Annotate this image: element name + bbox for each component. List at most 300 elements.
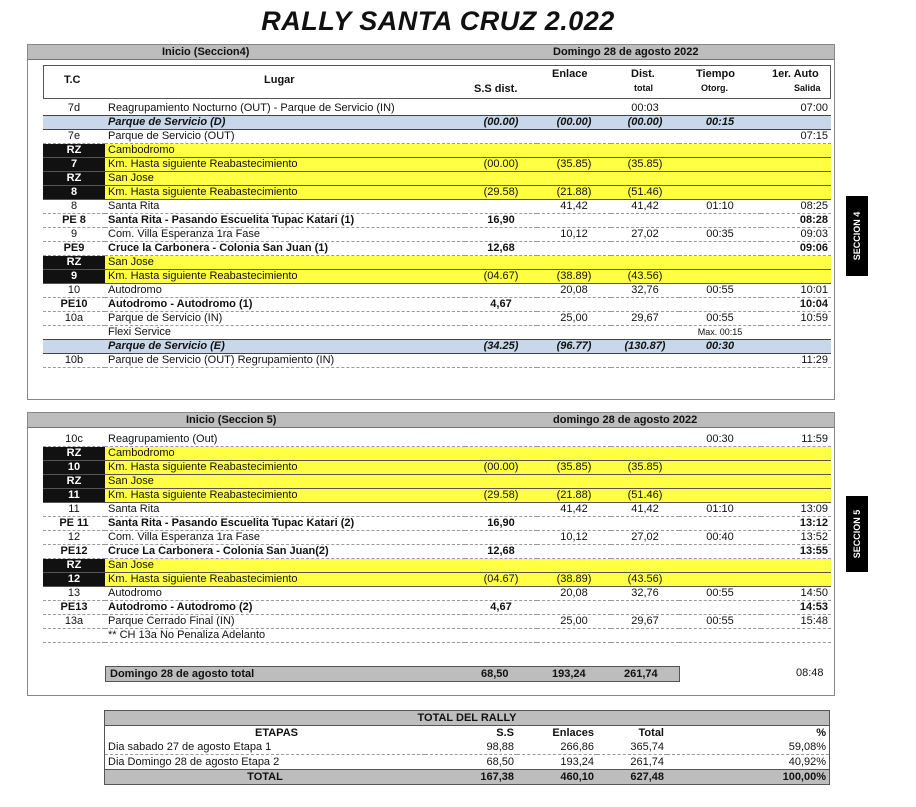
row-ss: 12,68 [465, 545, 537, 559]
row-tc: PE12 [43, 545, 105, 559]
row-auto: 15:48 [761, 615, 831, 629]
row-ss [465, 447, 537, 461]
total-ss: 167,38 [480, 771, 514, 783]
row-tiempo [679, 214, 761, 228]
row-ss [465, 284, 537, 298]
row-tc [43, 116, 105, 130]
row-lugar: Parque Cerrado Final (IN) [105, 615, 465, 629]
row-tiempo: 01:10 [679, 200, 761, 214]
section-4-tab: SECCION 4 [846, 196, 868, 276]
total-total: 627,48 [630, 771, 664, 783]
row-lugar: Parque de Servicio (OUT) [105, 130, 465, 144]
row-auto: 10:59 [761, 312, 831, 326]
row-ss: (00.00) [465, 116, 537, 130]
row-tiempo: 00:55 [679, 615, 761, 629]
table-row [43, 172, 831, 186]
row-enlace [537, 601, 611, 615]
table-row [43, 489, 831, 503]
row-tiempo: 00:40 [679, 531, 761, 545]
table-row [43, 200, 831, 214]
row-dist: (43.56) [611, 573, 679, 587]
total-enlaces: 460,10 [560, 771, 594, 783]
total-rally-table [104, 710, 830, 785]
row-tiempo [679, 489, 761, 503]
row-ss: 4,67 [465, 601, 537, 615]
row-tiempo [679, 102, 761, 116]
row-lugar: Parque de Servicio (OUT) Regrupamiento (IN) [105, 354, 465, 368]
row-tiempo [679, 130, 761, 144]
row-ss [465, 433, 537, 447]
row-ss [465, 256, 537, 270]
section-5-total-row [105, 666, 680, 682]
row-dist: (51.46) [611, 186, 679, 200]
row-ss: (00.00) [465, 461, 537, 475]
row-tc [43, 629, 105, 643]
row-lugar: Km. Hasta siguiente Reabastecimiento [105, 158, 465, 172]
row-tiempo [679, 242, 761, 256]
row-enlace: (21.88) [537, 489, 611, 503]
row-tc: 10c [43, 433, 105, 447]
row-lugar: San Jose [105, 559, 465, 573]
row-lugar: Santa Rita [105, 503, 465, 517]
row-lugar: Reagrupamiento (Out) [105, 433, 465, 447]
table-row [43, 242, 831, 256]
row-enlace: 20,08 [537, 284, 611, 298]
row-auto: 14:53 [761, 601, 831, 615]
ss-cell: 98,88 [425, 740, 517, 755]
table-row [43, 228, 831, 242]
row-auto [761, 559, 831, 573]
row-auto: 11:29 [761, 354, 831, 368]
row-enlace: (35.85) [537, 461, 611, 475]
row-dist: (00.00) [611, 116, 679, 130]
total-cell: 261,74 [597, 755, 667, 770]
row-tiempo: 00:55 [679, 312, 761, 326]
row-ss [465, 172, 537, 186]
row-tiempo [679, 559, 761, 573]
row-tc: 10 [43, 461, 105, 475]
row-ss [465, 200, 537, 214]
row-tc: RZ [43, 559, 105, 573]
row-tiempo [679, 573, 761, 587]
etapa-cell: Dia sabado 27 de agosto Etapa 1 [105, 740, 425, 755]
row-auto [761, 158, 831, 172]
row-auto: 08:25 [761, 200, 831, 214]
row-tiempo: 01:10 [679, 503, 761, 517]
row-tiempo [679, 601, 761, 615]
column-header [43, 65, 831, 99]
row-tc: 9 [43, 270, 105, 284]
row-ss [465, 629, 537, 643]
row-tiempo [679, 354, 761, 368]
row-tc: RZ [43, 144, 105, 158]
row-dist [611, 354, 679, 368]
section-5-table [43, 433, 831, 643]
table-row [43, 503, 831, 517]
row-tc: 7d [43, 102, 105, 116]
row-dist [611, 517, 679, 531]
col-auto: 1er. Auto [772, 68, 819, 80]
enlaces-header: Enlaces [552, 727, 594, 739]
row-lugar: Parque de Servicio (D) [105, 116, 465, 130]
table-row [43, 615, 831, 629]
col-dist-sub: total [634, 83, 653, 93]
table-row [43, 475, 831, 489]
row-lugar: Cruce La Carbonera - Colonia San Juan(2) [105, 545, 465, 559]
row-tiempo: Max. 00:15 [679, 326, 761, 340]
row-lugar: San Jose [105, 475, 465, 489]
row-tiempo [679, 545, 761, 559]
total-rally-title: TOTAL DEL RALLY [105, 711, 829, 726]
col-tc: T.C [64, 74, 81, 86]
table-row [43, 326, 831, 340]
row-lugar: Cambodromo [105, 447, 465, 461]
row-ss [465, 130, 537, 144]
row-lugar: Km. Hasta siguiente Reabastecimiento [105, 489, 465, 503]
row-tiempo: 00:55 [679, 587, 761, 601]
table-row [43, 340, 831, 354]
row-ss: 16,90 [465, 214, 537, 228]
row-enlace [537, 517, 611, 531]
row-auto [761, 270, 831, 284]
row-tc: 7e [43, 130, 105, 144]
col-auto-sub: Salida [794, 83, 821, 93]
total-row-label: Domingo 28 de agosto total [110, 668, 255, 680]
row-ss [465, 503, 537, 517]
row-dist [611, 144, 679, 158]
row-ss: 4,67 [465, 298, 537, 312]
row-tc: PE 11 [43, 517, 105, 531]
row-auto [761, 172, 831, 186]
row-enlace [537, 102, 611, 116]
table-row [43, 587, 831, 601]
row-dist: 27,02 [611, 531, 679, 545]
row-auto [761, 326, 831, 340]
row-ss: 12,68 [465, 242, 537, 256]
row-auto [761, 340, 831, 354]
table-row [43, 545, 831, 559]
row-dist: (130.87) [611, 340, 679, 354]
row-tc: 13 [43, 587, 105, 601]
row-lugar: Santa Rita [105, 200, 465, 214]
col-tiempo: Tiempo [696, 68, 735, 80]
row-enlace [537, 214, 611, 228]
row-tc: 7 [43, 158, 105, 172]
row-tc: 13a [43, 615, 105, 629]
row-lugar: Autodromo [105, 587, 465, 601]
row-enlace [537, 298, 611, 312]
col-dist: Dist. [631, 68, 655, 80]
row-dist [611, 447, 679, 461]
pct-header: % [816, 727, 827, 739]
row-auto: 11:59 [761, 433, 831, 447]
ss-cell: 68,50 [425, 755, 517, 770]
table-row [43, 298, 831, 312]
section-5-start-label: Inicio (Seccion 5) [186, 414, 277, 426]
col-enlace: Enlace [552, 68, 588, 80]
row-enlace [537, 447, 611, 461]
table-row [43, 601, 831, 615]
row-auto [761, 461, 831, 475]
table-row [43, 186, 831, 200]
row-ss: (29.58) [465, 489, 537, 503]
row-enlace: (96.77) [537, 340, 611, 354]
row-tiempo [679, 517, 761, 531]
total-row-ss: 68,50 [481, 668, 509, 680]
enlaces-cell: 193,24 [517, 755, 597, 770]
row-dist [611, 475, 679, 489]
row-ss [465, 144, 537, 158]
row-ss [465, 312, 537, 326]
row-lugar: ** CH 13a No Penaliza Adelanto [105, 629, 465, 643]
row-ss: (04.67) [465, 573, 537, 587]
row-tiempo [679, 447, 761, 461]
ss-header: S.S [496, 727, 514, 739]
row-lugar: Flexi Service [105, 326, 465, 340]
row-enlace: 25,00 [537, 312, 611, 326]
row-auto [761, 447, 831, 461]
total-header: Total [638, 727, 664, 739]
total-pct: 100,00% [782, 771, 827, 783]
row-enlace [537, 242, 611, 256]
row-dist: (43.56) [611, 270, 679, 284]
table-row [105, 740, 829, 755]
row-enlace: 10,12 [537, 228, 611, 242]
section-5-date-label: domingo 28 de agosto 2022 [553, 414, 698, 426]
row-enlace: (35.85) [537, 158, 611, 172]
row-tiempo [679, 144, 761, 158]
row-tc: 12 [43, 531, 105, 545]
row-tiempo [679, 270, 761, 284]
pct-cell: 59,08% [667, 740, 829, 755]
row-enlace [537, 256, 611, 270]
section-4 [27, 44, 835, 400]
row-dist: 41,42 [611, 503, 679, 517]
row-dist: 27,02 [611, 228, 679, 242]
row-auto: 09:06 [761, 242, 831, 256]
row-tc: RZ [43, 475, 105, 489]
row-dist [611, 256, 679, 270]
row-dist: 29,67 [611, 312, 679, 326]
table-row [43, 629, 831, 643]
total-row-enlace: 193,24 [552, 668, 586, 680]
row-dist [611, 545, 679, 559]
table-row [43, 102, 831, 116]
row-lugar: Km. Hasta siguiente Reabastecimiento [105, 270, 465, 284]
row-ss: (00.00) [465, 158, 537, 172]
row-enlace: (38.89) [537, 270, 611, 284]
row-tc: RZ [43, 256, 105, 270]
row-tiempo: 00:35 [679, 228, 761, 242]
pct-cell: 40,92% [667, 755, 829, 770]
row-dist: (35.85) [611, 158, 679, 172]
table-row [105, 755, 829, 770]
section-5-header [28, 413, 834, 428]
row-enlace [537, 433, 611, 447]
table-row [43, 531, 831, 545]
row-tc: 11 [43, 503, 105, 517]
row-auto: 13:55 [761, 545, 831, 559]
row-lugar: Parque de Servicio (IN) [105, 312, 465, 326]
row-ss [465, 531, 537, 545]
row-enlace [537, 475, 611, 489]
table-row [43, 517, 831, 531]
row-auto: 08:28 [761, 214, 831, 228]
row-lugar: San Jose [105, 256, 465, 270]
row-auto: 14:50 [761, 587, 831, 601]
row-tc: PE 8 [43, 214, 105, 228]
col-tiempo-sub: Otorg. [701, 83, 728, 93]
col-lugar: Lugar [264, 74, 295, 86]
row-tc: 12 [43, 573, 105, 587]
table-row [43, 461, 831, 475]
row-enlace [537, 326, 611, 340]
row-enlace [537, 130, 611, 144]
table-row [43, 559, 831, 573]
total-cell: 365,74 [597, 740, 667, 755]
row-lugar: Com. Villa Esperanza 1ra Fase [105, 531, 465, 545]
row-tiempo [679, 158, 761, 172]
row-ss: (29.58) [465, 186, 537, 200]
row-dist [611, 601, 679, 615]
table-row [43, 284, 831, 298]
row-lugar: Santa Rita - Pasando Escuelita Tupac Katari (2) [105, 517, 465, 531]
row-dist: 29,67 [611, 615, 679, 629]
row-tiempo: 00:55 [679, 284, 761, 298]
row-ss: (34.25) [465, 340, 537, 354]
section-5-tab: SECCION 5 [846, 496, 868, 572]
row-dist [611, 433, 679, 447]
row-dist [611, 298, 679, 312]
row-dist [611, 214, 679, 228]
row-tiempo [679, 298, 761, 312]
row-ss [465, 354, 537, 368]
row-dist: (35.85) [611, 461, 679, 475]
row-dist [611, 130, 679, 144]
row-ss [465, 587, 537, 601]
row-auto: 07:00 [761, 102, 831, 116]
row-lugar: Autodromo - Autodromo (2) [105, 601, 465, 615]
section-4-start-label: Inicio (Seccion4) [162, 46, 250, 58]
row-ss [465, 559, 537, 573]
row-ss [465, 615, 537, 629]
row-auto [761, 629, 831, 643]
row-tc: 10b [43, 354, 105, 368]
table-row [43, 312, 831, 326]
row-dist [611, 559, 679, 573]
table-row [43, 447, 831, 461]
row-dist: 32,76 [611, 284, 679, 298]
row-auto: 07:15 [761, 130, 831, 144]
row-tc: RZ [43, 447, 105, 461]
row-enlace [537, 629, 611, 643]
row-lugar: Km. Hasta siguiente Reabastecimiento [105, 573, 465, 587]
row-auto [761, 144, 831, 158]
row-tc [43, 340, 105, 354]
row-dist: 00:03 [611, 102, 679, 116]
page-title: RALLY SANTA CRUZ 2.022 [261, 6, 615, 36]
row-enlace [537, 545, 611, 559]
row-dist: 41,42 [611, 200, 679, 214]
row-auto: 10:01 [761, 284, 831, 298]
table-row [43, 256, 831, 270]
row-enlace: (21.88) [537, 186, 611, 200]
row-enlace: (00.00) [537, 116, 611, 130]
section-4-header [28, 45, 834, 60]
row-tc: PE13 [43, 601, 105, 615]
etapa-cell: Dia Domingo 28 de agosto Etapa 2 [105, 755, 425, 770]
row-dist [611, 242, 679, 256]
section-4-table [43, 102, 831, 368]
row-ss: (04.67) [465, 270, 537, 284]
row-tc: 10a [43, 312, 105, 326]
row-dist [611, 326, 679, 340]
row-tc [43, 326, 105, 340]
row-tiempo [679, 256, 761, 270]
row-auto [761, 475, 831, 489]
enlaces-cell: 266,86 [517, 740, 597, 755]
row-auto [761, 573, 831, 587]
row-ss [465, 475, 537, 489]
row-auto: 13:09 [761, 503, 831, 517]
row-auto [761, 116, 831, 130]
row-lugar: Km. Hasta siguiente Reabastecimiento [105, 461, 465, 475]
row-enlace: (38.89) [537, 573, 611, 587]
row-lugar: Autodromo [105, 284, 465, 298]
table-row [43, 270, 831, 284]
col-ss: S.S dist. [474, 83, 518, 95]
row-dist: 32,76 [611, 587, 679, 601]
row-auto: 09:03 [761, 228, 831, 242]
row-auto: 13:52 [761, 531, 831, 545]
total-label: TOTAL [247, 771, 283, 783]
row-tiempo [679, 172, 761, 186]
row-tc: 10 [43, 284, 105, 298]
table-row [43, 130, 831, 144]
row-lugar: Parque de Servicio (E) [105, 340, 465, 354]
row-tiempo: 00:15 [679, 116, 761, 130]
row-enlace: 10,12 [537, 531, 611, 545]
row-ss [465, 102, 537, 116]
row-lugar: San Jose [105, 172, 465, 186]
total-row-dist: 261,74 [624, 668, 658, 680]
row-tc: RZ [43, 172, 105, 186]
row-enlace: 41,42 [537, 200, 611, 214]
row-tiempo [679, 475, 761, 489]
row-tc: 8 [43, 186, 105, 200]
row-tiempo: 00:30 [679, 433, 761, 447]
row-auto: 13:12 [761, 517, 831, 531]
row-dist: (51.46) [611, 489, 679, 503]
row-lugar: Cambodromo [105, 144, 465, 158]
row-tc: 11 [43, 489, 105, 503]
table-row [43, 144, 831, 158]
row-auto [761, 256, 831, 270]
row-lugar: Autodromo - Autodromo (1) [105, 298, 465, 312]
row-lugar: Santa Rita - Pasando Escuelita Tupac Katari (1) [105, 214, 465, 228]
row-tc: PE10 [43, 298, 105, 312]
total-row-auto: 08:48 [796, 667, 824, 679]
row-lugar: Cruce la Carbonera - Colonia San Juan (1) [105, 242, 465, 256]
section-4-date-label: Domingo 28 de agosto 2022 [553, 46, 699, 58]
row-auto [761, 186, 831, 200]
etapas-header: ETAPAS [255, 727, 298, 739]
row-auto [761, 489, 831, 503]
table-row [43, 354, 831, 368]
table-row [43, 116, 831, 130]
row-auto: 10:04 [761, 298, 831, 312]
row-ss: 16,90 [465, 517, 537, 531]
